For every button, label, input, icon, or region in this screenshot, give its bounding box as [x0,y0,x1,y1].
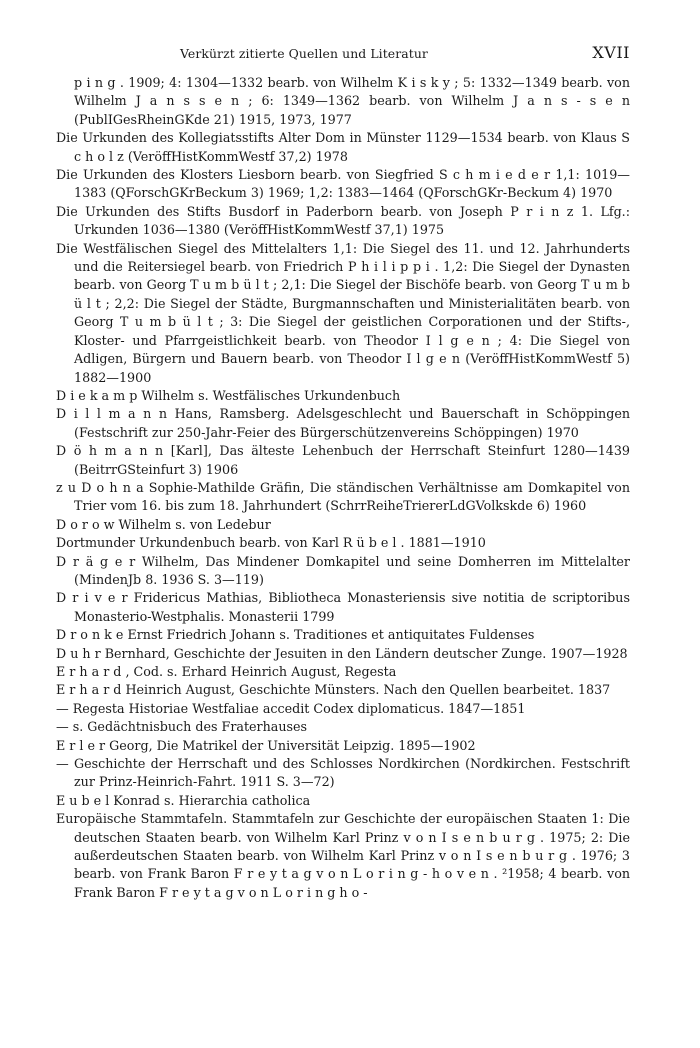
bibliography-entry: Die Westfälischen Siegel des Mittelalters 1,1: Die Siegel des 11. und 12. Jahrhunderts und die Reitersiegel bearb. von Friedrich P h i l i p p i . 1,2: Die Siegel der Dynasten bearb. von Georg T u m b ü l t ; 2,1: Die Siegel der Bischöfe bearb. von Georg T u m b ü l t ; 2,2: Die Siegel der Städte, Burgmannschaften und Ministerialitäten bearb. von Georg T u m b ü l t ; 3: Die Siegel der geistlichen Corporationen und der Stifts-, Kloster- und Pfarrgeistlichkeit bearb. von Theodor I l g e n ; 4: Die Siegel von Adligen, Bürgern und Bauern bearb. von Theodor I l g e n (VeröffHistKommWestf 5) 1882—1900 [56,240,630,385]
bibliography-entry: z u D o h n a Sophie-Mathilde Gräfin, Die ständischen Verhältnisse am Domkapitel von Trier vom 16. bis zum 18. Jahrhundert (SchrrReiheTriererLdGVolkskde 6) 1960 [56,479,630,514]
bibliography-entry: E r l e r Georg, Die Matrikel der Universität Leipzig. 1895—1902 [56,737,476,753]
bibliography-entry: D r ä g e r Wilhelm, Das Mindener Domkapitel und seine Domherren im Mittelalter (MindenJb 8. 1936 S. 3—119) [56,553,630,587]
running-head [0,43,630,66]
bibliography-entry: E r h a r d Heinrich August, Geschichte Münsters. Nach den Quellen bearbeitet. 1837 [56,682,611,698]
bibliography-entry: Europäische Stammtafeln. Stammtafeln zur Geschichte der europäischen Staaten 1: Die deutschen Staaten bearb. von Wilhelm Karl Prinz v o n I s e n b u r g . 1975; 2: Die außerdeutschen Staaten bearb. von Wilhelm Karl Prinz v o n I s e n b u r g . 1976; 3 bearb. von Frank Baron F r e y t a g v o n L o r i n g - h o v e n . ²1958; 4 bearb. von Frank Baron F r e y t a g v o n L o r i n g h o - [56,811,630,900]
bibliography-entry: — Geschichte der Herrschaft und des Schlosses Nordkirchen (Nordkirchen. Festschrift zur Prinz-Heinrich-Fahrt. 1911 S. 3—72) [56,756,630,790]
bibliography-entry: D i l l m a n n Hans, Ramsberg. Adelsgeschlecht und Bauerschaft in Schöppingen (Festschrift zur 250-Jahr-Feier des Bürgerschützenvereins Schöppingen) 1970 [56,406,630,440]
bibliography-entry: Die Urkunden des Stifts Busdorf in Paderborn bearb. von Joseph P r i n z 1. Lfg.: Urkunden 1036—1380 (VeröffHistKommWestf 37,1) 1975 [56,203,630,238]
bibliography-entry: D ö h m a n n [Karl], Das älteste Lehenbuch der Herrschaft Steinfurt 1280—1439 (BeitrrGSteinfurt 3) 1906 [56,443,630,477]
bibliography-entry: — Regesta Historiae Westfaliae accedit Codex diplomaticus. 1847—1851 [56,700,526,716]
bibliography-entry: D i e k a m p Wilhelm s. Westfälisches Urkundenbuch [56,387,401,403]
bibliography-entry: Dortmunder Urkundenbuch bearb. von Karl R ü b e l . 1881—1910 [56,535,486,551]
bibliography-entry: Die Urkunden des Klosters Liesborn bearb. von Siegfried S c h m i e d e r 1,1: 1019—1383 (QForschGKrBeckum 3) 1969; 1,2: 1383—1464 (QForschGKr-Beckum 4) 1970 [56,167,630,201]
bibliography-list [56,74,630,902]
bibliography-entry: E r h a r d , Cod. s. Erhard Heinrich August, Regesta [56,664,397,679]
running-head-title: Verkürzt zitierte Quellen und Literatur [180,46,428,61]
bibliography-entry: D o r o w Wilhelm s. von Ledebur [56,516,271,532]
bibliography-entry: p i n g . 1909; 4: 1304—1332 bearb. von Wilhelm K i s k y ; 5: 1332—1349 bearb. von Wilhelm J a n s s e n ; 6: 1349—1362 bearb. von Wilhelm J a n s - s e n (PublIGesRheinGKde 21) 1915, 1973, 1977 [74,75,630,127]
bibliography-entry: Die Urkunden des Kollegiatsstifts Alter Dom in Münster 1129—1534 bearb. von Klaus S c h o l z (VeröffHistKommWestf 37,2) 1978 [56,130,630,164]
bibliography-entry: E u b e l Konrad s. Hierarchia catholica [56,792,311,808]
page-number: XVII [592,43,630,62]
bibliography-entry: D u h r Bernhard, Geschichte der Jesuiten in den Ländern deutscher Zunge. 1907—1928 [56,645,628,661]
bibliography-entry: D r i v e r Fridericus Mathias, Bibliotheca Monasteriensis sive notitia de scriptoribus Monasterio-Westphalis. Monasterii 1799 [56,590,630,624]
bibliography-entry: — s. Gedächtnisbuch des Fraterhauses [56,719,308,735]
bibliography-entry: D r o n k e Ernst Friedrich Johann s. Traditiones et antiquitates Fuldenses [56,627,535,643]
